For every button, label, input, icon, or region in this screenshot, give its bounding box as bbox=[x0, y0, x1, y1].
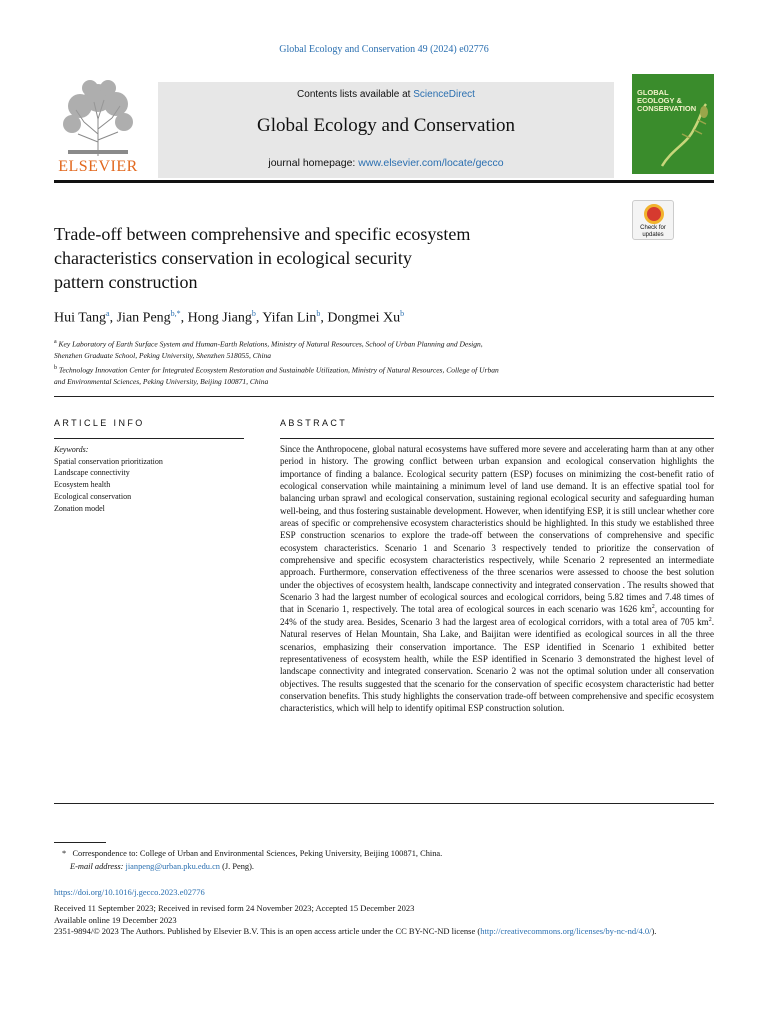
keywords-label: Keywords: bbox=[54, 445, 89, 454]
affiliations-rule bbox=[54, 396, 714, 397]
doi-link[interactable]: https://doi.org/10.1016/j.gecco.2023.e02776 bbox=[54, 887, 205, 897]
available-online: Available online 19 December 2023 bbox=[54, 914, 177, 925]
footnotes bbox=[62, 847, 442, 873]
author-name[interactable]: Hong Jiang bbox=[187, 310, 252, 326]
abstract-heading: ABSTRACT bbox=[280, 418, 348, 428]
header-rule bbox=[54, 180, 714, 183]
affiliations bbox=[54, 337, 634, 387]
received-dates: Received 11 September 2023; Received in revised form 24 November 2023; Accepted 15 December 2023 bbox=[54, 902, 415, 913]
journal-reference[interactable]: Global Ecology and Conservation 49 (2024) e02776 bbox=[279, 44, 489, 55]
abstract-end-rule bbox=[54, 803, 714, 804]
journal-cover[interactable] bbox=[632, 74, 714, 174]
keyword: Spatial conservation prioritization bbox=[54, 456, 163, 466]
correspondence-note: * Correspondence to: College of Urban and Environmental Sciences, Peking University, Beijing 100871, China. bbox=[62, 849, 443, 858]
keyword: Ecosystem health bbox=[54, 480, 111, 490]
keywords-block bbox=[54, 444, 254, 514]
author-affil-marker[interactable]: a bbox=[106, 309, 110, 318]
license-link[interactable]: http://creativecommons.org/licenses/by-nc-nd/4.0/ bbox=[480, 926, 652, 937]
affiliation-b: $^b$ Technology Innovation Center for Integrated Ecosystem Restoration and Sustainable Utilization, Ministry of Natural Resources, College of Urban and Environmental Sciences, Peking University, Beijing 100871, China bbox=[54, 364, 499, 386]
email-link[interactable]: jianpeng@urban.pku.edu.cn bbox=[125, 862, 220, 871]
homepage-line: journal homepage: www.elsevier.com/locate/gecco bbox=[268, 157, 504, 169]
contents-line: Contents lists available at ScienceDirect bbox=[297, 89, 475, 100]
keyword: Zonation model bbox=[54, 503, 105, 513]
abstract-rule bbox=[280, 438, 714, 439]
check-for-updates-button[interactable] bbox=[632, 200, 674, 240]
author-name[interactable]: Yifan Lin bbox=[262, 310, 317, 326]
journal-banner bbox=[158, 82, 614, 178]
article-info-heading: ARTICLE INFO bbox=[54, 418, 145, 428]
email-note: E-mail address: jianpeng@urban.pku.edu.cn (J. Peng). bbox=[70, 862, 254, 871]
journal-title: Global Ecology and Conservation bbox=[256, 115, 516, 136]
sciencedirect-link[interactable]: ScienceDirect bbox=[413, 89, 475, 100]
author-affil-marker[interactable]: b bbox=[316, 309, 321, 318]
author-affil-marker[interactable]: b,* bbox=[170, 309, 181, 318]
keyword: Ecological conservation bbox=[54, 491, 132, 501]
footnote-rule bbox=[54, 842, 106, 843]
author-name[interactable]: Hui Tang bbox=[54, 310, 107, 326]
author-affil-marker[interactable]: b bbox=[251, 309, 256, 318]
article-title: Trade-off between comprehensive and specific ecosystem characteristics conservation in ecological security pattern construction bbox=[54, 224, 471, 292]
article-metadata bbox=[54, 887, 714, 938]
license-statement: 2351-9894/© 2023 The Authors. Published by Elsevier B.V. This is an open access article under the CC BY-NC-ND license (http://creativecommons.org/licenses/by-nc-nd/4.0/). bbox=[54, 926, 657, 937]
abstract-text: Since the Anthropocene, global natural ecosystems have suffered more severe and accelerating harm than at any other period in history. The growing conflict between urban expansion and ecological conservation highlights the importance of finding a balance. Ecological security pattern (ESP) focuses on minimizing the cost-benefit ratio of ecological conservation while maintaining a minimum level of land use demand. It is an effective spatial tool for balancing urban sprawl and ecological conservation, sustaining regional ecological security and safeguarding human well-being, and thus fostering sustainable development. However, when identifying ESP, it is still unclear whether core areas of specific or comprehensive ecosystem characteristics should be highlighted. In this study we established three ESP construction scenarios to explore the trade-off between the conservations of comprehensive and specific ecosystem characteristics. Scenario 1 and Scenario 3 respectively tended to prioritize the conservation of comprehensive and specific ecosystem characteristics respectively, while Scenario 2 represented an intermediate approach. Furthermore, conservation effectiveness of the three scenarios were assessed to choose the best solution under the objectives of ecosystem health, landscape connectivity and integrated conservation . The results showed that Scenario 3 had the largest number of ecological sources and ecological corridors, being 5.82 times and 7.48 times of that in Scenario 1, respectively. The total area of ecological sources in each scenario was 1626 $km^2$, accounting for 24% of the study area. Besides, Scenario 3 had the largest area of ecological corridors, with a total area of 705 $km^2$. Natural reserves of Helan Mountain, Sha Lake, and Baijitan were identified as ecological sources in all the three scenarios, emphasizing their conservation importance. The ESP identified in Scenario 1 exhibited better representativeness of ecosystem health, while the ESP identified in Scenario 3 demonstrated the highest level of landscape connectivity and integrated conservation. Scenario 2 was not the optimal solution under all conservation objectives. The results suggested that the scenario for the conservation of specific ecosystem characteristic had better conservation benefits. This study highlights the conservation trade-off between comprehensive and specific ecosystem characteristics, which will help to identify opitimal ESP construction solution. bbox=[280, 444, 714, 714]
cover-title: GLOBAL ECOLOGY & CONSERVATION bbox=[637, 88, 697, 113]
homepage-link[interactable]: www.elsevier.com/locate/gecco bbox=[358, 157, 504, 169]
author-affil-marker[interactable]: b bbox=[400, 309, 405, 318]
affiliation-a: $^a$ Key Laboratory of Earth Surface System and Human-Earth Relations, Ministry of Natural Resources, School of Urban Planning and Design, Shenzhen Graduate School, Peking University, Shenzhen 518055, China bbox=[54, 339, 483, 360]
check-for-updates-label: Check for updates bbox=[640, 225, 666, 238]
article-info-rule bbox=[54, 438, 244, 439]
author-name[interactable]: Jian Peng bbox=[116, 310, 171, 326]
keyword: Landscape connectivity bbox=[54, 468, 130, 478]
elsevier-wordmark: ELSEVIER bbox=[58, 158, 138, 175]
bookmark-icon bbox=[644, 204, 664, 224]
author-name[interactable]: Dongmei Xu bbox=[327, 310, 401, 326]
journal-header bbox=[54, 74, 714, 176]
author-list: Hui Tang$^a$, Jian Peng$^{b,*}$, Hong Jiang$^b$, Yifan Lin$^b$, Dongmei Xu$^b$ bbox=[54, 309, 405, 326]
